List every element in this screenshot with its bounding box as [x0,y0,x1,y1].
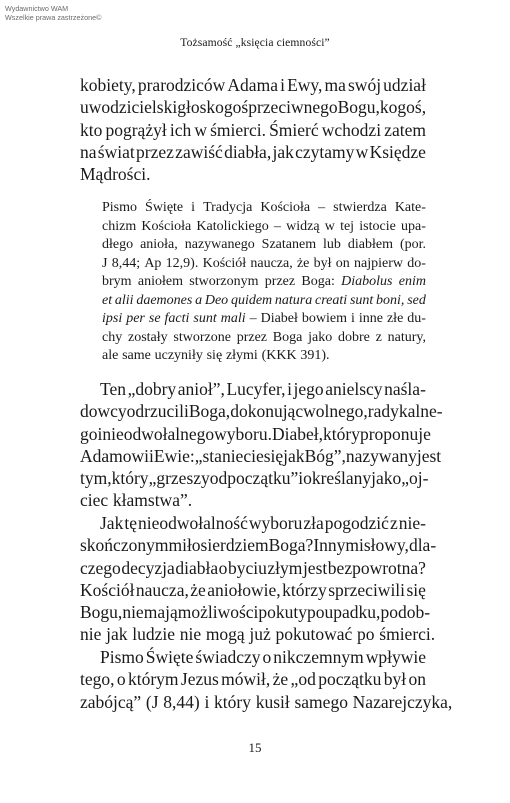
word: wchodzi [321,119,382,140]
word: ciec [80,490,109,511]
running-head: Tożsamość „księcia ciemności” [180,36,330,49]
text-line [80,646,426,668]
word: Kościół [80,579,135,600]
word: – [249,311,257,326]
word: Święte [145,200,184,215]
word: przez [136,141,174,162]
word: Śmierć [269,119,319,140]
word: już [249,624,271,645]
quote-line [102,255,426,274]
word: (por. [399,237,426,252]
word: nieodwołalność [138,513,248,533]
word: i [204,691,210,712]
word: Jezus [180,669,219,690]
word: 12,9). [165,255,199,271]
word: „grzeszy [148,468,210,489]
word: na [80,141,97,162]
word: sprzeciwili [328,579,406,600]
word: Kościoła [260,200,311,215]
word: zła [303,513,324,533]
word: chizm [102,218,137,234]
word: śmierci. [210,119,266,140]
word: po [307,602,325,623]
word: zatem [384,119,426,140]
word: aniołem [137,274,183,289]
word: kusił [255,691,290,712]
word: Pismo [102,200,138,215]
word: złym [267,557,303,578]
word: dokonując [230,401,304,422]
word: Boga [272,329,303,345]
word: Ap [144,255,162,271]
latin-word: alii [114,292,134,308]
paragraph-intro [80,74,426,185]
latin-word: natura [274,292,313,308]
word: ma [324,75,346,95]
word: upa- [401,218,426,234]
latin-word: ipsi [102,311,123,326]
word: inne [358,311,383,326]
text-line [80,74,426,96]
word: i [351,311,355,326]
text-line [80,691,453,713]
word: jest [302,557,328,578]
word: on [408,669,426,690]
word: Tradycja [203,200,253,215]
word: „dobry [127,379,177,399]
word: świat [97,141,135,162]
word: był [313,255,332,271]
word: jest [416,445,442,466]
word: Bogu, [80,602,123,623]
word: go [80,423,98,444]
word: (J [145,691,159,712]
word: wyboru. [214,423,272,444]
word: jako [371,468,402,489]
word: nikczemnym [273,647,364,667]
quote-line [102,347,426,366]
word: dobre [338,329,370,345]
word: i [97,423,103,444]
word: ludzie [132,624,175,645]
text-line [80,668,426,690]
word: możliwości [177,602,259,623]
word: nazywany [345,445,417,466]
word: nie [179,624,202,645]
word: Jak [100,513,124,533]
word: kłamstwa”. [112,490,193,511]
word: „staniecie [194,445,264,466]
word: diabła [175,557,219,578]
word: bowiem [301,311,348,326]
word: Boga? [268,535,314,556]
word: Diabeł, [272,423,324,444]
word: jego [293,379,324,399]
word: śmierci. [379,624,436,645]
word: pogrążył [105,119,167,140]
word: ale [102,348,119,363]
word: naucza, [135,579,189,600]
word: Diabeł [260,311,298,326]
word: – [273,218,281,234]
word: czego [80,557,121,578]
latin-word: boni, [376,292,405,308]
text-line [80,96,426,118]
word: Innymi [313,535,364,556]
word: do- [407,255,426,271]
paragraph-mercy [80,512,437,646]
word: proponuje [359,423,431,444]
quote-line [102,236,426,255]
word: jak [272,141,294,162]
word: samego [294,691,348,712]
word: „oj- [401,468,429,489]
latin-word: creati [315,292,348,308]
word: skończonym [80,535,169,556]
word: Ten [100,379,126,399]
word: pokuty [258,602,308,623]
word: po [357,624,375,645]
word: podob- [380,602,431,623]
watermark-publisher: Wydawnictwo WAM [5,4,69,13]
text-line [80,141,426,163]
word: początku” [227,468,299,489]
word: byciu [227,557,267,578]
word: istocie [359,218,396,234]
word: dowcy [80,401,127,422]
latin-word: a [195,292,203,308]
word: głos [177,97,207,118]
text-line [80,512,426,534]
word: Szatanem [261,237,317,252]
word: kobiety, [80,75,136,95]
word: brym [102,274,132,289]
word: uwodzicielski [80,97,178,118]
word: wyboru [248,513,303,533]
word: nie [80,624,102,645]
word: kto [80,119,103,140]
word: pogodzić [324,513,389,533]
word: się [206,348,223,363]
word: mają [143,602,178,623]
latin-word: sunt [349,292,374,308]
word: i [149,445,154,466]
word: tej [340,218,355,234]
word: Ewy, [287,75,323,95]
word: widzą [286,218,320,234]
word: określany [303,468,372,489]
word: mogą [205,624,245,645]
word: jak [106,624,128,645]
latin-word: enim [398,274,426,289]
word: się [263,445,284,466]
catechism-quote [102,199,426,366]
word: o [262,647,272,667]
word: Święte [145,647,194,667]
word: złe [386,311,404,326]
word: lub [323,237,341,252]
word: natury, [387,329,426,345]
word: decyzja [121,557,175,578]
word: Mądrości. [80,164,151,185]
word: w [355,141,369,162]
word: kogoś [206,97,249,118]
word: zabójcą” [80,691,142,712]
word: Ewie: [153,445,195,466]
word: słowy, [363,535,409,556]
word: tym, [80,468,112,489]
word: pokutować [275,624,353,645]
word: aniołowie, [207,579,281,600]
word: którzy [282,579,327,600]
word: tę [124,513,137,533]
quote-line [102,199,426,218]
word: Adama [227,75,278,95]
word: o [218,557,228,578]
text-line [80,534,437,556]
word: zawiść [175,141,223,162]
word: naucza, [250,255,293,271]
word: jak [283,445,305,466]
word: swój [348,75,382,95]
word: świadczy [195,647,261,667]
word: w [324,218,335,234]
word: prarodziców [137,75,226,95]
word: jako [308,329,333,345]
word: który [323,423,360,444]
text-line [80,557,426,579]
word: Kościoła [141,218,192,234]
word: Katolickiego [196,218,269,234]
word: przez [264,274,296,289]
word: chy [102,329,123,345]
word: stworzonym [189,274,259,289]
text-line [80,467,429,489]
latin-word: sunt [193,311,217,326]
latin-word: mali [220,311,246,326]
paragraph-lucifer [80,378,443,512]
latin-word: quidem [230,292,273,308]
word: i [280,75,285,95]
word: nieodwołalnego [102,423,215,444]
word: wpływie [365,647,426,667]
quote-line [102,273,426,292]
word: wolnego, [303,401,368,422]
word: Pismo [100,647,144,667]
word: że [272,669,289,690]
text-line [80,601,431,623]
latin-word: sed [407,292,426,308]
word: Kościół [202,255,247,271]
word: i [191,200,196,215]
word: był [383,669,407,690]
word: mówił, [221,669,271,690]
word: ich [169,119,192,140]
word: i [298,468,304,489]
watermark [5,5,101,22]
text-line [80,378,426,400]
word: odrzucili [126,401,189,422]
word: stwierdza [333,200,387,215]
word: – [318,200,326,215]
word: z [389,513,398,533]
word: 391). [300,348,330,363]
word: diabłem [347,237,393,252]
word: początku [318,669,382,690]
word: uczyniły [154,348,203,363]
word: anioł”, [177,379,225,399]
word: dłego [102,237,134,252]
text-line [80,489,426,511]
quote-line [102,292,426,311]
word: że [296,255,310,271]
word: Nazarejczyka, [352,691,453,712]
latin-word: Deo [204,292,229,308]
word: Bogu, [337,97,380,118]
quote-line [102,329,426,348]
word: „od [290,669,316,690]
word: on [335,255,350,271]
word: (KKK [261,348,297,363]
word: przeciwnego [248,97,338,118]
word: w [194,119,207,140]
word: się [406,579,426,600]
text-line [80,163,426,185]
text-line [80,423,431,445]
word: miłosierdziem [168,535,269,556]
word: że [190,579,206,600]
word: bezpowrotna? [327,557,426,578]
paragraph-scripture [80,646,453,713]
word: J [102,255,108,271]
word: Kate- [394,200,426,215]
word: Księdze [369,141,426,162]
word: nie- [398,513,426,533]
word: którym [127,669,179,690]
word: który [214,691,251,712]
word: 8,44; [111,255,141,271]
word: z [375,329,382,345]
text-line [80,445,442,467]
word: Boga: [301,274,335,289]
word: naśla- [384,379,426,399]
latin-word: daemones [136,292,193,308]
text-line [80,119,426,141]
word: od [209,468,228,489]
page-number: 15 [248,740,262,755]
watermark-rights: Wszelkie prawa zastrzeżone© [5,12,102,22]
word: złymi [225,348,258,363]
word: 8,44) [163,691,200,712]
word: diabła, [224,141,272,162]
quote-line [102,218,426,237]
word: nie [122,602,144,623]
word: udział [383,75,426,95]
word: najpierw [354,255,403,271]
text-line [80,623,436,645]
word: kogoś, [379,97,427,118]
word: nazywanego [184,237,255,252]
latin-word: et [102,292,113,308]
word: Lucyfer, [226,379,286,399]
text-line [80,400,443,422]
latin-word: per [126,311,145,326]
word: zostały [127,329,168,345]
word: Boga, [188,401,231,422]
word: anielscy [325,379,383,399]
latin-word: se [148,311,161,326]
word: który [111,468,149,489]
word: tego, [80,669,115,690]
word: upadku, [324,602,381,623]
word: same [122,348,151,363]
word: stworzone [173,329,231,345]
latin-word: Diabolus [341,274,393,289]
word: o [116,669,126,690]
word: anioła, [140,237,178,252]
word: dla- [408,535,437,556]
word: czytamy [295,141,355,162]
quote-line [102,310,426,329]
word: przez [236,329,268,345]
text-line [80,579,426,601]
word: i [287,379,292,399]
word: Adamowi [80,445,150,466]
word: du- [407,311,426,326]
word: Bóg”, [304,445,346,466]
latin-word: facti [164,311,190,326]
word: radykalne- [367,401,443,422]
